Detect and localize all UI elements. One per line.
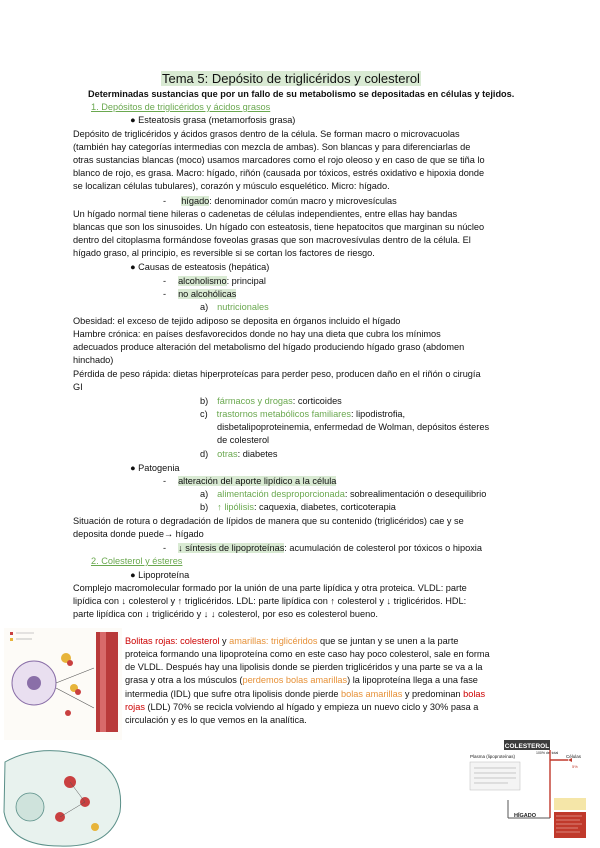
list-item-continuation: de colesterol — [217, 435, 270, 445]
paragraph-line: hinchado) — [73, 355, 114, 365]
lipo-paragraph-line: de VLDL. Después hay una lipolisis donde se pierden triglicéridos y una parte se va a la — [125, 662, 483, 672]
dash-item-alcoholismo: - alcoholismo: principal — [163, 276, 266, 286]
term-lipolisis: ↑ lipólisis — [217, 502, 254, 512]
paragraph-line: deposita donde puede→ hígado — [73, 529, 204, 539]
bullet-causas: ● Causas de esteatosis (hepática) — [130, 262, 270, 272]
cell-pathway-figure — [0, 742, 130, 848]
paragraph-line: blancas que son los sinusoides. Un hígado con esteatosis, tiene hepatocitos que marginan su núcleo — [73, 222, 485, 232]
plasma-table — [470, 762, 520, 790]
term-alimentacion: alimentación desproporcionada — [217, 489, 345, 499]
bullet-patogenia: ● Patogenia — [130, 463, 180, 473]
dash-item-alteracion: - alteración del aporte lipídico a la célula — [163, 476, 337, 486]
list-letter: a) — [200, 302, 209, 312]
intro-text: Determinadas sustancias que por un fallo de su metabolismo se depositadas en células y tejidos. — [88, 89, 515, 99]
paragraph-line: Pérdida de peso rápida: dietas hiperproteícas para perder peso, producen daño en el riñón o cirugía — [73, 369, 481, 379]
term-trastornos: trastornos metabólicos familiares — [216, 409, 351, 419]
list-item-farmacos: b) fármacos y drogas: corticoides — [200, 396, 342, 406]
term-no-alcoholicas: no alcohólicas — [178, 289, 237, 299]
term-alteracion: alteración del aporte lipídico a la célula — [178, 476, 337, 486]
term-otras: otras — [217, 449, 238, 459]
dash-item-higado — [163, 195, 397, 207]
paragraph-line: se localizan células tubulares), corazón y músculo esquelético. Micro: hígado. — [73, 181, 390, 191]
bullet-lipoproteina: ● Lipoproteína — [130, 570, 190, 580]
list-item-alimentacion: a) alimentación desproporcionada: sobrealimentación o desequilibrio — [200, 489, 487, 499]
yellow-box — [554, 798, 586, 810]
bullet-esteatosis: ● Esteatosis grasa (metamorfosis grasa) — [130, 115, 296, 125]
term-sintesis: ↓ síntesis de lipoproteínas — [178, 543, 285, 553]
pct-right-label: 5% — [572, 764, 578, 769]
paragraph-line: dentro del citoplasma formándose foveolas grasas que son macrovesívulas dentro de la célula. El — [73, 235, 471, 245]
dash-item-sintesis: - ↓ síntesis de lipoproteínas: acumulación de colesterol por tóxicos o hipoxia — [163, 543, 482, 553]
list-item-continuation: disbetalipoproteinemia, enfermedad de Wolman, depósitos ésteres — [217, 422, 490, 432]
paragraph-line: blanco de rojo, es grasa. Macro: hígado, riñón (causada por tóxicos, estrés oxidativo e hipoxia donde — [73, 168, 485, 178]
pct-top-label: 100% del total — [536, 751, 559, 755]
page-title: Tema 5: Depósito de triglicéridos y colesterol — [162, 71, 420, 86]
paragraph-line: Depósito de triglicéridos y ácidos grasos dentro de la célula. Se forman macro o microvacuolas — [73, 129, 460, 139]
term-farmacos: fármacos y drogas — [217, 396, 293, 406]
celulas-label: Células — [566, 754, 582, 759]
paragraph-line: parte lipídica con ↓ triglicérido y ↓ ↓ colesterol, por eso es colesterol bueno. — [73, 609, 378, 619]
section-heading-2: 2. Colesterol y ésteres — [91, 556, 183, 566]
list-item-otras: d) otras: diabetes — [200, 449, 278, 459]
paragraph-line: Situación de rotura o degradación de lípidos de manera que su contenido (triglicéridos) cae y se — [73, 516, 464, 526]
paragraph-line: Obesidad: el exceso de tejido adiposo se deposita en órganos incluido el hígado — [73, 316, 401, 326]
paragraph-line: (también hay categorías intermedias con mezcla de ambas). Son blancas y para diferenciarlas de — [73, 142, 471, 152]
list-item-trastornos: c) trastornos metabólicos familiares: lipodistrofia, — [200, 409, 406, 419]
lipo-paragraph-line: proteica formando una lipoproteína como en este caso hay poco colesterol, sale en forma — [125, 649, 490, 659]
paragraph-line: GI — [73, 382, 83, 392]
paragraph-line: lipídica con ↓ colesterol y ↑ triglicéridos. LDL: parte lipídica con ↑ colesterol y ↓ triglicéridos. HDL: — [73, 596, 467, 606]
lipoprotein-diagram-figure — [4, 628, 122, 740]
higado-label: HÍGADO — [514, 813, 536, 819]
dash-item-no-alcoholicas: - no alcohólicas — [163, 289, 237, 299]
plasma-label: Plasma (lipoproteínas) — [470, 754, 516, 759]
dash-marker: - — [163, 196, 167, 206]
paragraph-line: otras sustancias blancas (moco) usamos marcadores como el rojo oleoso y en caso de que se tiña lo — [73, 155, 485, 165]
paragraph-line: Un hígado normal tiene hileras o cadenetas de células independientes, entre ellas hay bandas — [73, 209, 458, 219]
paragraph-line: Complejo macromolecular formado por la unión de una parte lipídica y otra proteica. VLDL: parte — [73, 583, 467, 593]
term-alcoholismo-def: : principal — [226, 276, 266, 286]
lipo-paragraph-line: rojas (LDL) 70% se recicla volviendo al hígado y empieza un nuevo ciclo y 30% pasa a — [125, 702, 479, 712]
lipo-paragraph-line: circulación y es lo que vemos en la analítica. — [125, 715, 307, 725]
term-nutricionales: nutricionales — [217, 302, 269, 312]
paragraph-line: Hambre crónica: en países desfavorecidos donde no hay una dieta que cubra los mínimos — [73, 329, 441, 339]
term-alcoholismo: alcoholismo — [178, 276, 227, 286]
term-higado-def: : denominador común macro y microvesículas — [209, 196, 397, 206]
paragraph-line: hígado graso, al principio, es reversible si se cortan los factores de riesgo. — [73, 248, 375, 258]
colesterol-flow-figure — [468, 740, 588, 840]
blood-vessel-shape — [96, 632, 118, 732]
colesterol-header-label: COLESTEROL — [504, 743, 550, 750]
lipo-paragraph-line: intermedia (IDL) que sufre otra lipolisis donde pierde bolas amarillas y predominan bolas — [125, 689, 486, 699]
term-higado: hígado — [181, 196, 210, 206]
lipo-paragraph-line: grasa y otra a los músculos (perdemos bolas amarillas) la lipoproteína llega a una fase — [125, 675, 478, 685]
section-heading-1: 1. Depósitos de triglicéridos y ácidos grasos — [91, 102, 271, 112]
lipo-paragraph-line: Bolitas rojas: colesterol y amarillas: triglicéridos que se juntan y se unen a la parte — [125, 636, 459, 646]
list-item-lipolisis: b) ↑ lipólisis: caquexia, diabetes, corticoterapia — [200, 502, 396, 512]
list-item-nutricionales — [200, 301, 269, 313]
paragraph-line: adecuados produce alteración del metabolismo del hígado produciendo hígado graso (abdomen — [73, 342, 465, 352]
